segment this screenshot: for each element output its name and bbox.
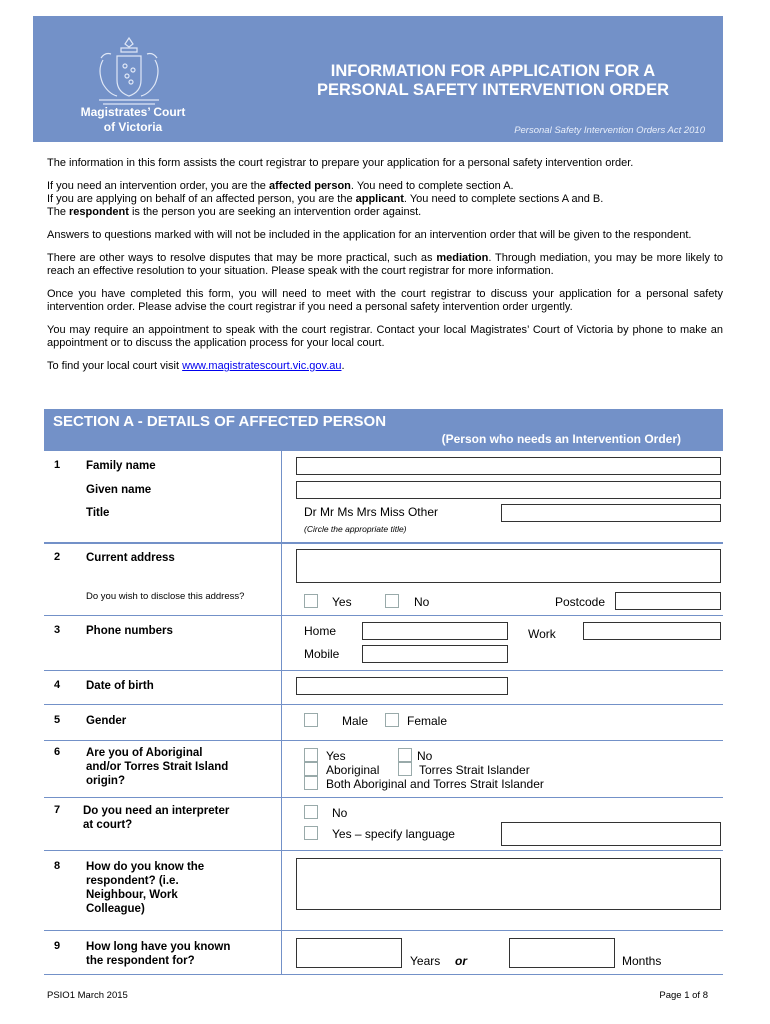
row-divider — [44, 797, 723, 798]
question-number: 5 — [54, 714, 61, 726]
column-divider — [281, 544, 282, 974]
text-span: . You need to complete sections A and B. — [403, 193, 604, 205]
form-title-line2: PERSONAL SAFETY INTERVENTION ORDER — [316, 81, 670, 99]
relationship-question-line4: Colleague) — [86, 903, 145, 915]
title-options[interactable]: Dr Mr Ms Mrs Miss Other — [304, 505, 438, 519]
origin-aboriginal-label: Aboriginal — [326, 763, 380, 777]
interpreter-question-line2: at court? — [83, 819, 133, 831]
mobile-phone-input[interactable] — [362, 645, 508, 663]
text-span: To find your local court visit — [47, 360, 183, 372]
court-name-line2: of Victoria — [103, 120, 163, 134]
family-name-input[interactable] — [296, 457, 721, 475]
work-phone-label: Work — [528, 627, 556, 641]
gender-male-checkbox[interactable] — [304, 713, 318, 727]
court-name — [33, 105, 233, 135]
text-span: is the person you are seeking an intervention order against. — [128, 206, 422, 218]
disclose-address-label: Do you wish to disclose this address? — [86, 591, 245, 602]
row-divider — [44, 542, 723, 544]
home-phone-input[interactable] — [362, 622, 508, 640]
form-title — [283, 62, 703, 100]
question-number: 2 — [54, 551, 61, 563]
disclose-no-checkbox[interactable] — [385, 594, 399, 608]
intro-paragraph-2c — [47, 206, 723, 219]
origin-yes-label: Yes — [326, 749, 346, 763]
page-number: Page 1 of 8 — [659, 990, 708, 1001]
intro-paragraph-1: The information in this form assists the court registrar to prepare your application for a personal safety intervention order. — [47, 157, 634, 169]
family-name-label: Family name — [86, 460, 156, 472]
other-title-input[interactable] — [501, 504, 721, 522]
row-divider — [44, 670, 723, 671]
intro-paragraph-3: Answers to questions marked with will not be included in the application for an intervention order that will be given to the respondent. — [47, 229, 692, 241]
intro-text — [47, 157, 723, 383]
aboriginal-question-line1: Are you of Aboriginal — [86, 747, 203, 759]
phone-numbers-label: Phone numbers — [86, 625, 173, 637]
text-span: If you need an intervention order, you are the — [47, 180, 269, 192]
text-span: There are other ways to resolve disputes that may be more practical, such as — [47, 252, 437, 264]
title-label: Title — [86, 507, 110, 519]
aboriginal-question-line2: and/or Torres Strait Island — [86, 761, 229, 773]
form-code: PSIO1 March 2015 — [47, 990, 128, 1001]
interpreter-no-label: No — [332, 806, 348, 820]
date-of-birth-input[interactable] — [296, 677, 508, 695]
section-title: SECTION A - DETAILS OF AFFECTED PERSON — [53, 413, 387, 430]
section-a-header — [44, 409, 723, 451]
relationship-input[interactable] — [296, 858, 721, 910]
given-name-label: Given name — [86, 484, 152, 496]
relationship-question-line3: Neighbour, Work — [86, 889, 178, 901]
row-divider — [44, 930, 723, 931]
disclose-no-label: No — [414, 595, 430, 609]
years-input[interactable] — [296, 938, 402, 968]
text-span: . You need to complete section A. — [350, 180, 514, 192]
interpreter-no-checkbox[interactable] — [304, 805, 318, 819]
months-label: Months — [622, 954, 662, 968]
postcode-label: Postcode — [555, 595, 606, 609]
aboriginal-question-line3: origin? — [86, 775, 125, 787]
current-address-input[interactable] — [296, 549, 721, 583]
text-span: . — [341, 360, 345, 372]
known-duration-line1: How long have you known — [86, 941, 231, 953]
text-span: . Through mediation, you may be more likely to reach an effective resolution to your situation. Please speak with the court registrar for more information. — [47, 252, 724, 277]
known-duration-line2: the respondent for? — [86, 955, 195, 967]
years-label: Years — [410, 954, 441, 968]
coat-of-arms-logo — [89, 30, 169, 112]
text-span: The — [47, 206, 70, 218]
question-number: 4 — [54, 679, 61, 691]
origin-aboriginal-checkbox[interactable] — [304, 762, 318, 776]
intro-paragraph-7 — [47, 360, 723, 373]
months-input[interactable] — [509, 938, 615, 968]
interpreter-yes-label: Yes – specify language — [332, 827, 455, 841]
given-name-input[interactable] — [296, 481, 721, 499]
current-address-label: Current address — [86, 552, 175, 564]
form-title-line1: INFORMATION FOR APPLICATION FOR A — [330, 62, 656, 80]
interpreter-yes-checkbox[interactable] — [304, 826, 318, 840]
intro-paragraph-2a — [47, 180, 723, 193]
bold-term: mediation — [436, 252, 489, 264]
row-divider — [44, 974, 723, 975]
section-subtitle: (Person who needs an Intervention Order) — [441, 432, 681, 446]
row-divider — [44, 850, 723, 851]
origin-both-checkbox[interactable] — [304, 776, 318, 790]
relationship-question-line1: How do you know the — [86, 861, 205, 873]
gender-male-label: Male — [342, 714, 369, 728]
date-of-birth-label: Date of birth — [86, 680, 154, 692]
gender-female-label: Female — [407, 714, 448, 728]
origin-no-label: No — [417, 749, 433, 763]
gender-female-checkbox[interactable] — [385, 713, 399, 727]
court-name-line1: Magistrates’ Court — [80, 105, 186, 119]
row-divider — [44, 615, 723, 616]
interpreter-language-input[interactable] — [501, 822, 721, 846]
page-header — [33, 16, 723, 142]
circle-title-note: (Circle the appropriate title) — [304, 524, 407, 534]
row-divider — [44, 704, 723, 705]
question-number: 8 — [54, 860, 61, 872]
question-number: 3 — [54, 624, 61, 636]
disclose-yes-label: Yes — [332, 595, 352, 609]
question-number: 1 — [54, 459, 61, 471]
origin-both-label: Both Aboriginal and Torres Strait Islander — [326, 777, 544, 791]
question-number: 6 — [54, 746, 61, 758]
gender-label: Gender — [86, 715, 127, 727]
intro-paragraph-6: You may require an appointment to speak with the court registrar. Contact your local Magistrates’ Court of Victoria by phone to make an appointment or to discuss the application process for your local court. — [47, 324, 723, 349]
bold-term: affected person — [268, 180, 351, 192]
origin-tsi-label: Torres Strait Islander — [419, 763, 530, 777]
home-phone-label: Home — [304, 624, 337, 638]
work-phone-input[interactable] — [583, 622, 721, 640]
postcode-input[interactable] — [615, 592, 721, 610]
intro-paragraph-5: Once you have completed this form, you will need to meet with the court registrar to discuss your application for a personal safety intervention order. Please advise the court registrar if you need a personal safety intervention order urgently. — [47, 288, 723, 313]
act-reference: Personal Safety Intervention Orders Act 2010 — [514, 125, 705, 136]
intro-paragraph-2b — [47, 193, 723, 206]
or-label: or — [455, 954, 467, 968]
origin-yes-checkbox[interactable] — [304, 748, 318, 762]
bold-term: applicant — [355, 193, 404, 205]
interpreter-question-line1: Do you need an interpreter — [83, 805, 230, 817]
relationship-question-line2: respondent? (i.e. — [86, 875, 179, 887]
question-number: 7 — [54, 804, 61, 816]
mobile-phone-label: Mobile — [304, 647, 340, 661]
court-website-link[interactable]: www.magistratescourt.vic.gov.au — [182, 360, 342, 372]
disclose-yes-checkbox[interactable] — [304, 594, 318, 608]
row-divider — [44, 740, 723, 741]
text-span: If you are applying on behalf of an affected person, you are the — [47, 193, 356, 205]
intro-paragraph-4 — [47, 252, 723, 278]
origin-tsi-checkbox[interactable] — [398, 762, 412, 776]
column-divider — [281, 451, 282, 542]
bold-term: respondent — [69, 206, 129, 218]
origin-no-checkbox[interactable] — [398, 748, 412, 762]
question-number: 9 — [54, 940, 61, 952]
